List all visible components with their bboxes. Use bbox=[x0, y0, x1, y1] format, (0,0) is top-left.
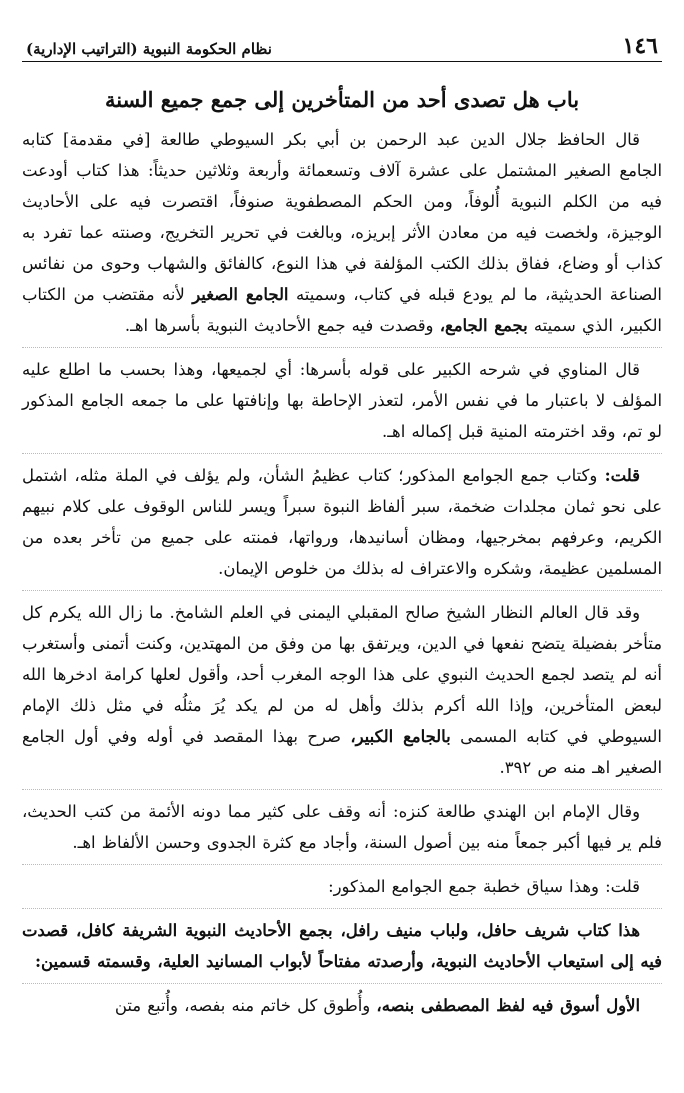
bold-term: الأول أسوق فيه لفظ المصطفى بنصه، bbox=[376, 996, 640, 1015]
paragraph-text: قلت: وهذا سياق خطبة جمع الجوامع المذكور: bbox=[328, 877, 640, 896]
bold-term: بالجامع الكبير، bbox=[350, 727, 451, 746]
paragraph-first-part bbox=[22, 990, 662, 1021]
paragraph-text: لأنه مقتضب من الكتاب الكبير، الذي سميته bbox=[22, 285, 662, 335]
lead-word: قلت: bbox=[604, 466, 640, 485]
paragraph-separator bbox=[22, 347, 662, 348]
paragraph-text: قال المناوي في شرحه الكبير على قوله بأسرها: أي لجميعها، وهذا بحسب ما اطلع عليه المؤلف لا باعتبار ما في نفس الأمر، لتعذر الإحاطة بها وإنافتها على ما جمعه الجامع المذكور لو تم، وقد اخترمته المنية قبل إكماله اهـ. bbox=[22, 360, 662, 441]
bold-term: الجامع الصغير bbox=[192, 285, 289, 304]
paragraph-text: وأُطوق كل خاتم منه بفصه، وأُتبع متن bbox=[114, 996, 371, 1015]
paragraph-suyuti-quote bbox=[22, 124, 662, 341]
paragraph-separator bbox=[22, 453, 662, 454]
paragraph-maqbali bbox=[22, 597, 662, 783]
page-header bbox=[22, 28, 662, 62]
paragraph-text: وقصدت فيه جمع الأحاديث النبوية بأسرها اهـ. bbox=[124, 316, 434, 335]
paragraph-intro-khutba bbox=[22, 871, 662, 902]
paragraph-separator bbox=[22, 590, 662, 591]
paragraph-text: وكتاب جمع الجوامع المذكور؛ كتاب عظيمُ الشأن، ولم يؤلف في الملة مثله، اشتمل على نحو ثمان مجلدات ضخمة، سبر ألفاظ النبوة سبراً ويسر للناس الوقوف على كلام نبيهم الكريم، وعرفهم بمخرجيها، ومظان أسانيدها، ورواتها، فمنته على جميع من تأخر بعده من المسلمين عظيمة، وشكره والاعتراف له بذلك من خلوص الإيمان. bbox=[22, 466, 662, 578]
paragraph-text: قال الحافظ جلال الدين عبد الرحمن بن أبي بكر السيوطي طالعة [في مقدمة] كتابه الجامع الصغير المشتمل على عشرة آلاف وتسعمائة وأربعة وثلاثين حديثاً: هذا كتاب أودعت فيه من الكلم النبوية أُلوفاً، ومن الحكم المصطفوية صنوفاً، اقتصرت فيه على الأحاديث الوجيزة، ولخصت فيه من معادن الأثر إبريزه، وبالغت في تحرير التخريج، وصنته عما تفرد به كذاب أو وضاع، ففاق بذلك الكتب المؤلفة في هذا النوع، كالفائق والشهاب وحوى من نفائس الصناعة الحديثية، ما لم يودع قبله في كتاب، وسميته bbox=[22, 130, 662, 304]
bold-term: بجمع الجامع، bbox=[439, 316, 528, 335]
running-title: نظام الحكومة النبوية (التراتيب الإدارية) bbox=[26, 40, 272, 58]
paragraph-munawi bbox=[22, 354, 662, 447]
paragraph-text: وقال الإمام ابن الهندي طالعة كنزه: أنه وقف على كثير مما دونه الأئمة من كتب الحديث، فلم ير فيها أكبر جمعاً منه بين أصول السنة، وأجاد مع كثرة الجدوى وحسن الألفاظ اهـ. bbox=[22, 802, 662, 852]
paragraph-text: صرح بهذا المقصد في أوله وفي أول الجامع الصغير اهـ منه ص ٣٩٢. bbox=[22, 727, 662, 777]
paragraph-text: هذا كتاب شريف حافل، ولباب منيف رافل، بجمع الأحاديث النبوية الشريفة كافل، قصدت فيه إلى استيعاب الأحاديث النبوية، وأرصدته مفتاحاً لأبواب المسانيد العلية، وقسمته قسمين: bbox=[22, 921, 662, 971]
paragraph-qultu bbox=[22, 460, 662, 584]
paragraph-text: وقد قال العالم النظار الشيخ صالح المقبلي اليمنى في العلم الشامخ. ما زال الله يكرم كل متأخر بفضيلة يتضح نفعها في الدين، ويرتفق بها من وفق من المهتدين، وكنت أتمنى وأستغرب أنه لم يتصد لجمع الحديث النبوي على هذا الوجه المغرب أحد، وأقول لعلها كرامة ادخرها الله لبعض المتأخرين، وإذا الله أكرم بذلك وأهل له من لم يكد يُرَ مثلُه في مثل ذلك الإمام السيوطي في كتابه المسمى bbox=[22, 603, 662, 746]
paragraph-separator bbox=[22, 983, 662, 984]
paragraph-khutba-text bbox=[22, 915, 662, 977]
book-page bbox=[22, 28, 662, 1027]
chapter-title: باب هل تصدى أحد من المتأخرين إلى جمع جميع السنة bbox=[104, 87, 580, 112]
paragraph-separator bbox=[22, 789, 662, 790]
paragraph-hindi bbox=[22, 796, 662, 858]
paragraph-separator bbox=[22, 908, 662, 909]
page-number: ١٤٦ bbox=[622, 33, 658, 59]
paragraph-separator bbox=[22, 864, 662, 865]
